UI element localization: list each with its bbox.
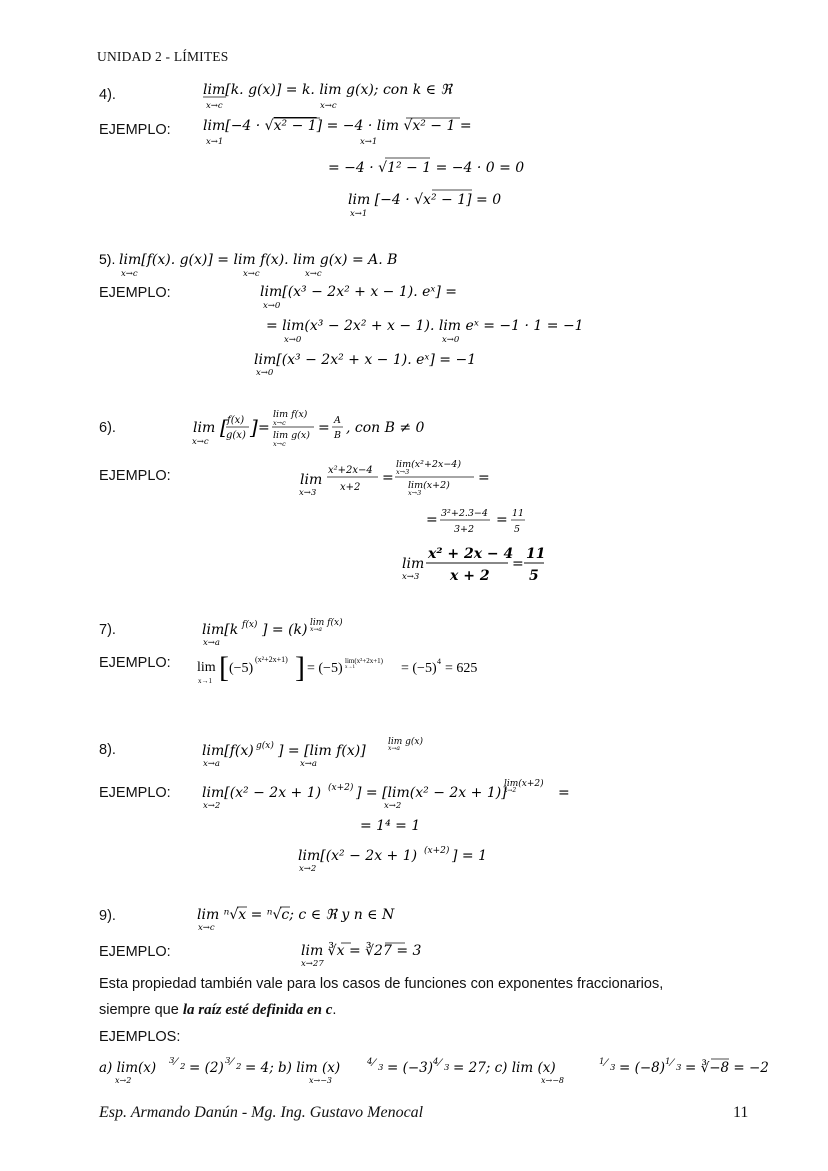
svg-text:lim[(x³ − 2x² + x − 1). eˣ] =: lim[(x³ − 2x² + x − 1). eˣ] = [260, 284, 458, 300]
svg-text:, con B ≠ 0: , con B ≠ 0 [346, 420, 425, 436]
svg-text:[: [ [220, 415, 228, 439]
svg-text:lim: lim [197, 660, 216, 675]
item-label: 7). [99, 622, 116, 638]
formula-9 [195, 897, 395, 933]
item-label: 8). [99, 742, 116, 758]
svg-text:x→27: x→27 [301, 959, 324, 969]
example-4 [200, 112, 560, 217]
svg-text:x→c: x→c [243, 269, 260, 279]
note-emphasis: la raíz esté definida en c [182, 1002, 333, 1018]
svg-text:lim[−4 · √x² − 1] = −4 · lim √: lim[−4 · √x² − 1] = −4 · lim √x² − 1 = [203, 118, 472, 134]
svg-text:lim(x²+2x+1): lim(x²+2x+1) [345, 657, 383, 665]
note-suffix: . [332, 1002, 337, 1018]
svg-text:x→3: x→3 [299, 488, 317, 498]
svg-text:x→c: x→c [206, 101, 223, 111]
svg-text:lim: lim [300, 472, 323, 488]
svg-text:x+2: x+2 [340, 482, 361, 493]
svg-text:3: 3 [169, 1056, 175, 1066]
svg-text:(x+2): (x+2) [424, 846, 450, 856]
svg-text:x→2: x→2 [299, 864, 317, 874]
svg-text:x + 2: x + 2 [450, 568, 490, 584]
svg-text:lim f(x): lim f(x) [273, 409, 308, 420]
svg-text:x→1: x→1 [350, 209, 368, 219]
svg-text:lim [−4 · √x² − 1] = 0: lim [−4 · √x² − 1] = 0 [348, 192, 502, 208]
svg-text:11: 11 [512, 508, 525, 519]
svg-text:lim(x²+2x−4): lim(x²+2x−4) [396, 459, 462, 470]
svg-text:x→3: x→3 [396, 468, 410, 476]
svg-text:lim(x+2): lim(x+2) [504, 779, 544, 789]
svg-text:] = (k): ] = (k) [262, 622, 308, 638]
svg-text:x→c: x→c [198, 923, 215, 933]
svg-text:lim[(x³ − 2x² + x − 1). eˣ] =: lim[(x³ − 2x² + x − 1). eˣ] = −1 [254, 352, 477, 368]
svg-text:5: 5 [529, 568, 539, 584]
example-8 [200, 768, 580, 872]
svg-text:lim g(x): lim g(x) [273, 430, 310, 441]
svg-text:=: = [382, 470, 394, 486]
svg-text:1: 1 [665, 1057, 671, 1067]
svg-text:x→0: x→0 [442, 335, 460, 345]
svg-text:= (−3): = (−3) [387, 1060, 434, 1076]
svg-text:B: B [334, 430, 341, 441]
svg-text:x→1: x→1 [360, 137, 378, 147]
page-number: 11 [733, 1104, 749, 1121]
svg-text:⁄: ⁄ [671, 1058, 673, 1069]
svg-text:f(x): f(x) [227, 415, 245, 426]
svg-text:lim[f(x): lim[f(x) [202, 743, 254, 759]
svg-text:(x²+2x+1): (x²+2x+1) [255, 655, 288, 664]
svg-text:] = 1: ] = 1 [452, 848, 487, 864]
svg-text:3+2: 3+2 [454, 524, 475, 535]
svg-text:3: 3 [610, 1063, 616, 1073]
svg-text:lim ∛x = ∛27 = 3: lim ∛x = ∛27 = 3 [301, 943, 422, 959]
svg-text:⁄: ⁄ [605, 1058, 607, 1069]
svg-text:= lim(x³ − 2x² + x − 1). lim e: = lim(x³ − 2x² + x − 1). lim eˣ = −1 · 1 = −1 [266, 318, 584, 334]
svg-text:x→a: x→a [300, 759, 317, 769]
svg-text:x→c: x→c [273, 440, 286, 448]
svg-text:11: 11 [526, 546, 546, 562]
svg-text:x²+2x−4: x²+2x−4 [328, 465, 373, 476]
svg-text:4: 4 [437, 657, 441, 666]
svg-text:lim[f(x). g(x)] = lim f(x). li: lim[f(x). g(x)] = lim f(x). lim g(x) = A. B [119, 252, 398, 268]
example-label: EJEMPLO: [99, 122, 171, 138]
svg-text:lim f(x): lim f(x) [310, 618, 343, 628]
svg-text:g(x): g(x) [256, 741, 274, 751]
item-label: 9). [99, 908, 116, 924]
svg-text:⁄: ⁄ [373, 1058, 375, 1069]
svg-text:x→c: x→c [305, 269, 322, 279]
svg-text:=: = [496, 512, 508, 528]
example-label: EJEMPLO: [99, 285, 171, 301]
svg-text:x→0: x→0 [284, 335, 302, 345]
svg-text:= (2): = (2) [189, 1060, 224, 1076]
svg-text:3: 3 [378, 1063, 384, 1073]
svg-text:= (−8): = (−8) [619, 1060, 666, 1076]
example-label: EJEMPLO: [99, 655, 171, 671]
svg-text:lim g(x): lim g(x) [388, 737, 424, 747]
svg-text:x→a: x→a [203, 638, 220, 648]
svg-text:2: 2 [180, 1062, 186, 1072]
item-label: 6). [99, 420, 116, 436]
svg-text:]: ] [295, 651, 305, 684]
svg-text:x→−3: x→−3 [309, 1076, 333, 1085]
svg-text:x→3: x→3 [402, 572, 420, 582]
svg-text:3²+2.3−4: 3²+2.3−4 [441, 508, 488, 519]
svg-text:3: 3 [225, 1056, 231, 1066]
svg-text:= (−5): = (−5) [401, 661, 437, 676]
example-5 [250, 276, 590, 376]
svg-text:lim[k: lim[k [202, 622, 239, 638]
example-label: EJEMPLO: [99, 944, 171, 960]
formula-6 [190, 404, 430, 452]
svg-text:x→2: x→2 [203, 801, 221, 811]
svg-text:lim[(x² − 2x + 1): lim[(x² − 2x + 1) [202, 785, 322, 801]
svg-text:] = [lim(x² − 2x + 1)]: ] = [lim(x² − 2x + 1)] [356, 785, 507, 801]
svg-text:x→1: x→1 [206, 137, 224, 147]
svg-text:x→c: x→c [320, 101, 337, 111]
svg-text:x→a: x→a [388, 745, 400, 752]
formula-4 [200, 76, 460, 114]
svg-text:x→1: x→1 [198, 677, 212, 685]
svg-text:lim[k. g(x)] = k. lim g(x); co: lim[k. g(x)] = k. lim g(x); con k ∈ ℜ [203, 82, 452, 98]
item-label: 4). [99, 87, 116, 103]
svg-text:4: 4 [433, 1057, 439, 1067]
svg-text:x→3: x→3 [408, 489, 422, 497]
example-label: EJEMPLO: [99, 468, 171, 484]
svg-text:= 625: = 625 [445, 661, 478, 676]
example-7 [195, 643, 505, 689]
svg-text:]: ] [250, 415, 258, 439]
svg-text:] = [lim f(x)]: ] = [lim f(x)] [278, 743, 366, 759]
svg-text:x→a: x→a [203, 759, 220, 769]
svg-text:x→0: x→0 [263, 301, 281, 311]
svg-text:x→2: x→2 [504, 787, 517, 794]
note-prefix: siempre que [99, 1002, 183, 1018]
svg-text:1: 1 [599, 1057, 605, 1067]
svg-text:f(x): f(x) [242, 620, 258, 630]
page-header: UNIDAD 2 - LÍMITES [97, 49, 229, 64]
formula-7 [200, 611, 390, 647]
svg-text:=: = [318, 420, 330, 436]
svg-text:5).: 5). [99, 251, 116, 267]
example-9 [297, 933, 447, 969]
svg-text:(−5): (−5) [229, 661, 254, 676]
svg-text:x→c: x→c [192, 437, 209, 447]
svg-text:g(x): g(x) [226, 430, 246, 441]
svg-text:A: A [334, 415, 341, 426]
svg-text:= −4 · √1² − 1 = −4 · 0 = 0: = −4 · √1² − 1 = −4 · 0 = 0 [328, 160, 525, 176]
svg-text:=: = [558, 785, 570, 801]
svg-text:=: = [478, 470, 490, 486]
example-label: EJEMPLO: [99, 785, 171, 801]
examples-line [97, 1052, 769, 1088]
svg-text:x→0: x→0 [256, 368, 274, 378]
formula-8 [200, 728, 430, 770]
svg-text:x→2: x→2 [115, 1076, 132, 1085]
formula-5 [97, 246, 417, 278]
svg-text:5: 5 [514, 524, 521, 535]
svg-text:x→c: x→c [273, 419, 286, 427]
svg-text:lim: lim [193, 420, 216, 436]
svg-text:lim ⁿ√x = ⁿ√c; c ∈ ℜ y n ∈ N: lim ⁿ√x = ⁿ√c; c ∈ ℜ y n ∈ N [197, 907, 395, 923]
svg-text:x→2: x→2 [384, 801, 402, 811]
svg-text:lim: lim [402, 556, 425, 572]
svg-text:⁄: ⁄ [439, 1058, 441, 1069]
svg-text:= 27; c) lim (x): = 27; c) lim (x) [453, 1060, 556, 1076]
svg-text:x² + 2x − 4: x² + 2x − 4 [428, 546, 514, 562]
svg-text:=: = [512, 556, 524, 572]
svg-text:3: 3 [444, 1063, 450, 1073]
svg-text:[: [ [219, 651, 229, 684]
svg-text:⁄: ⁄ [175, 1057, 177, 1068]
examples-label: EJEMPLOS: [99, 1029, 181, 1045]
svg-text:= 4; b) lim (x): = 4; b) lim (x) [245, 1060, 341, 1076]
svg-text:3: 3 [676, 1063, 682, 1073]
svg-text:(x+2): (x+2) [328, 783, 354, 793]
svg-text:=: = [426, 512, 438, 528]
footer-authors: Esp. Armando Danún - Mg. Ing. Gustavo Menocal [99, 1104, 424, 1121]
svg-text:x→c: x→c [121, 269, 138, 279]
svg-text:x→1: x→1 [345, 665, 355, 670]
svg-text:2: 2 [236, 1062, 242, 1072]
svg-text:= ∛−8 = −2: = ∛−8 = −2 [685, 1060, 769, 1076]
svg-text:a) lim(x): a) lim(x) [99, 1060, 157, 1076]
svg-text:4: 4 [367, 1057, 373, 1067]
svg-text:= 1⁴ = 1: = 1⁴ = 1 [360, 818, 421, 834]
svg-text:lim[(x² − 2x + 1): lim[(x² − 2x + 1) [298, 848, 418, 864]
note-line-2 [99, 1002, 336, 1019]
svg-text:x→a: x→a [310, 626, 322, 633]
svg-text:= (−5): = (−5) [307, 661, 343, 676]
svg-text:lim(x+2): lim(x+2) [408, 480, 450, 491]
note-line-1: Esta propiedad también vale para los casos de funciones con exponentes fraccionarios, [99, 976, 664, 992]
svg-text:⁄: ⁄ [231, 1057, 233, 1068]
example-6 [292, 454, 552, 586]
svg-text:x→−8: x→−8 [541, 1076, 565, 1085]
svg-text:=: = [258, 420, 270, 436]
